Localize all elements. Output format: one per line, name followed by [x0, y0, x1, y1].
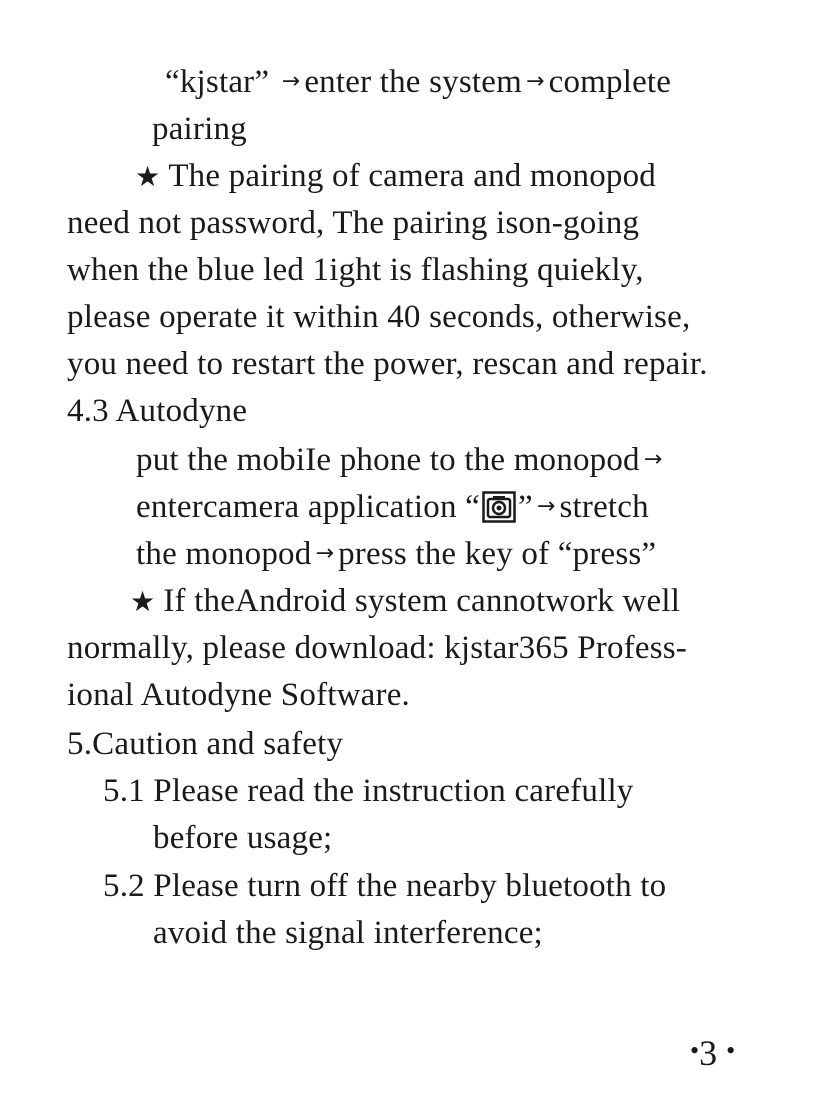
- section-heading-autodyne: 4.3 Autodyne: [67, 393, 248, 429]
- text-line-1: [165, 62, 671, 106]
- monopod-text: the monopod: [136, 536, 312, 572]
- arrow-icon: →: [525, 69, 545, 94]
- text-line-16: 5.1 Please read the instruction carefully: [103, 773, 634, 809]
- text-line-3: [135, 156, 656, 197]
- arrow-icon: →: [315, 541, 335, 566]
- text-line-12: [130, 581, 680, 622]
- arrow-icon: →: [536, 494, 556, 519]
- arrow-icon: →: [643, 447, 663, 472]
- text-line-18: 5.2 Please turn off the nearby bluetooth to: [103, 868, 667, 904]
- page-number: [690, 1033, 735, 1077]
- text-line-11: [136, 534, 656, 578]
- kjstar-quote: “kjstar”: [165, 64, 270, 100]
- press-key-text: press the key of “press”: [338, 536, 657, 572]
- star-icon: ★: [135, 160, 161, 193]
- text-line-17: before usage;: [153, 820, 333, 856]
- stretch-text: stretch: [559, 489, 649, 525]
- text-line-7: you need to restart the power, rescan and repair.: [67, 346, 708, 382]
- star-icon: ★: [130, 585, 156, 618]
- complete-text: complete: [548, 64, 672, 100]
- close-quote: ”: [517, 489, 533, 525]
- text-line-13: normally, please download: kjstar365 Profess-: [67, 630, 687, 666]
- enter-system-text: enter the system: [304, 64, 522, 100]
- mobile-phone-text: put the mobiIe phone to the monopod: [136, 442, 640, 478]
- text-line-2: pairing: [152, 111, 247, 147]
- pairing-note-text: The pairing of camera and monopod: [168, 158, 656, 194]
- text-line-10: [136, 487, 649, 531]
- text-line-19: avoid the signal interference;: [153, 915, 543, 951]
- camera-application-text: entercamera application “: [136, 489, 480, 525]
- text-line-9: [136, 440, 666, 484]
- text-line-6: please operate it within 40 seconds, otherwise,: [67, 299, 691, 335]
- arrow-icon: →: [281, 69, 301, 94]
- text-line-14: ional Autodyne Software.: [67, 677, 410, 713]
- page-number-value: 3: [699, 1033, 718, 1073]
- android-note-text: If theAndroid system cannotwork well: [163, 583, 681, 619]
- page-number-dot-right: •: [726, 1036, 736, 1065]
- page-number-dot-left: •: [690, 1036, 700, 1065]
- camera-icon: [482, 491, 516, 523]
- section-heading-caution: 5.Caution and safety: [67, 726, 344, 762]
- text-line-5: when the blue led 1ight is flashing quiekly,: [67, 252, 644, 288]
- text-line-4: need not password, The pairing ison-going: [67, 205, 640, 241]
